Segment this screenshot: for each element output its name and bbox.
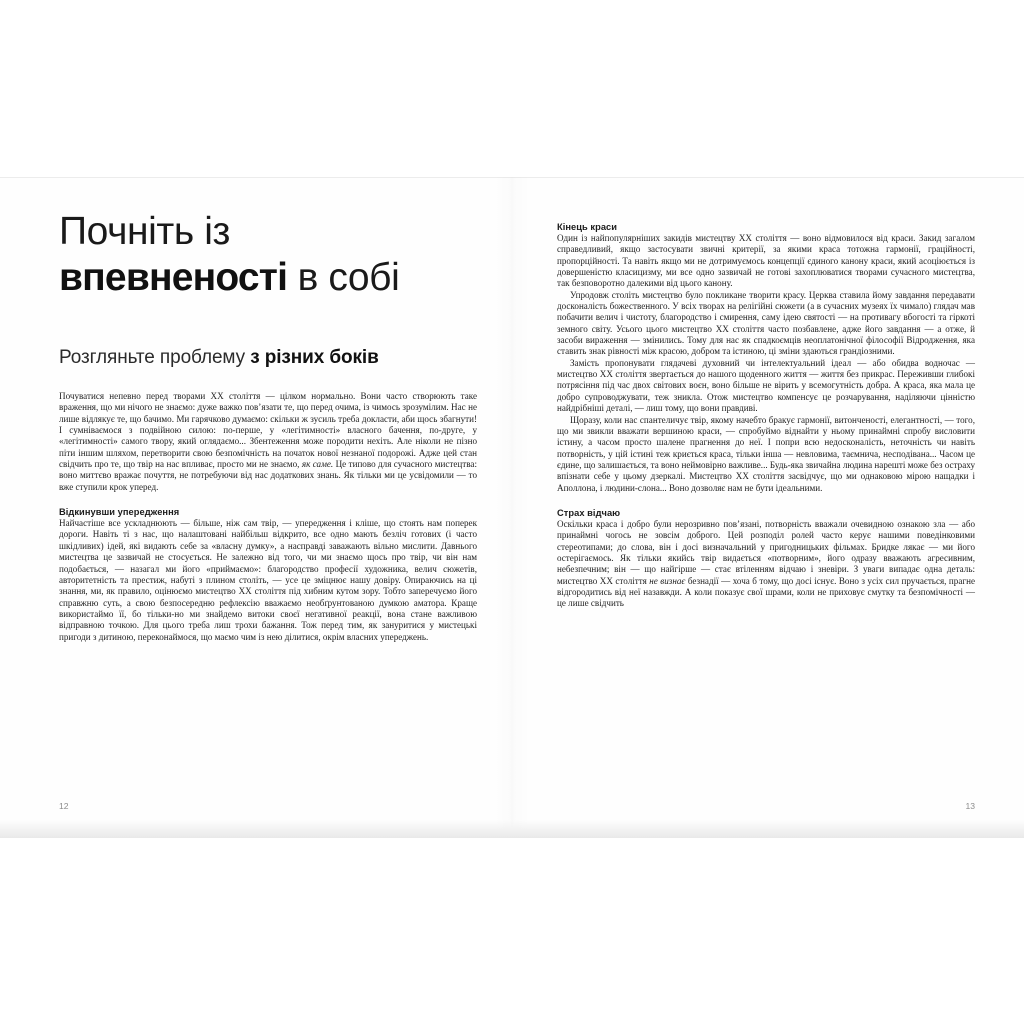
right-paragraph-5-head: Оскільки краса і добро були нерозривно пов’язані, потворність вважали очевидною ознакою зла — або принаймні чогось не зовсім доброго. Цей розподіл ролей часто керує нашими поведінковими стереотипами; до слова, він і досі визначальний у пригодницьких фільмах. Бридке лякає — ми його остерігаємось. Як тільки якийсь твір видається «потворним», його одразу вважають агресивним, небезпечним; він — що найгірше — стає втіленням відчаю і зневіри. З уваги випадає одна деталь: мистецтво XX століття (557, 518, 975, 586)
section-title-emphasis: з різних боків (250, 347, 379, 369)
section-title (59, 347, 477, 369)
book-spread-surface (0, 177, 1024, 838)
page-number-left: 12 (59, 801, 69, 811)
page-number-right: 13 (965, 801, 975, 811)
chapter-title-line2-tail: в собі (287, 256, 400, 300)
section-title-plain: Розгляньте проблему (59, 347, 251, 369)
book-spread (0, 177, 1024, 838)
right-paragraph-3: Замість пропонувати глядачеві духовний чи інтелектуальний ідеал — або обидва водночас — мистецтво XX століття звертається до нашого щоденного життя — життя без прикрас. Переживши глибокі потрясіння під час двох світових воєн, воно більше не вірить у всемогутність добра. А краса, яка мала це добро супроводжувати, теж зникла. Отож мистецтво компенсує це розчарування, наділяючи цінністю найдрібніші деталі, — лиш тому, що вони правдиві. (557, 357, 975, 414)
left-paragraph-2: Найчастіше все ускладнюють — більше, ніж сам твір, — упередження і кліше, що стоять нам поперек дороги. Навіть ті з нас, що налаштовані найбільш відкрито, все одно мають безліч готових (і часто шкідливих) ідей, які видають себе за «власну думку», а насправді заважають вільно мислити. Давнього мистецтва це зазвичай не стосується. Не залежно від того, чи ми знаємо щось про твір, чи він нам подобається, — назагал ми його «приймаємо»: благородство професії художника, велич сюжетів, авторитетність та престиж, набуті з плином століть, — усе це зміцнює нашу довіру. Опираючись на ці знання, ми, як правило, оцінюємо мистецтво XX століття під хибним кутом зору. Тобто заперечуємо його справжню суть, а свою безпосередню рефлексію вважаємо необґрунтованою думкою аматора. Краще використаймо її, бо тільки-но ми знайдемо витоки своєї негативної реакції, вона стане важливою відправною точкою. Для цього треба лиш трохи бажання. Тож перед тим, як зануритися у мистецькі пригоди з дитиною, переконаймося, що маємо чим із нею ділитися, окрім власних упереджень. (59, 518, 477, 642)
chapter-title-emphasis: впевненості (59, 256, 288, 300)
chapter-title-line2 (59, 255, 477, 301)
right-paragraph-5-italic: не визнає (649, 575, 686, 586)
left-paragraph-1 (59, 391, 477, 493)
right-page-content (557, 222, 975, 610)
chapter-title-line1: Почніть із (59, 210, 230, 253)
right-paragraph-5-tail: безнадії — хоча б тому, що досі існує. Воно з усіх сил пручається, прагне відгородитись від неї назавжди. А коли показує свої шрами, коли не приховує смутку та безпомічності — це лише свідчить (557, 575, 975, 609)
left-paragraph-1-tail: Як тільки ми це усвідомили — то вже ступили крок уперед. (59, 470, 477, 492)
right-paragraph-1: Один із найпопулярніших закидів мистецтву XX століття — воно відмовилося від краси. Закид загалом справедливий, якщо застосувати звичні критерії, за якими краса тотожна гармонії, граційності, пропорційності. Та навіть якщо ми не дотримуємось концепції єдиного канону краси, який асоціюється із довершеністю класицизму, ми все одно зазвичай не готові захоплюватися творами сучасного мистецтва, так безповоротно далекими від цього канону. (557, 233, 975, 289)
book-page-left (0, 177, 512, 838)
book-page-right (512, 177, 1024, 838)
right-paragraph-5 (557, 519, 975, 610)
right-paragraph-2: Упродовж століть мистецтво було покликане творити красу. Церква ставила йому завдання передавати досконалість божественного. У всіх творах на релігійні сюжети (а в сучасних музеях їх чимало) глядач мав побачити велич і чистоту, благородство і смирення, саму ідею святості — на противагу вбогості та гіркоті земного світу. Усього цього мистецтво XX століття часто позбавлене, адже його завдання — а отже, й засоби вираження — змінились. Тому для нас як спадкоємців неоплатонічної філософії Відродження, яка ставить знак рівності між красою, добром та істиною, ці зміни здаються грандіозними. (557, 289, 975, 357)
subhead-prejudice: Відкинувши упередження (59, 507, 180, 518)
subhead-fear-of-despair: Страх відчаю (557, 507, 621, 518)
left-page-content (59, 209, 477, 643)
right-paragraph-4: Щоразу, коли нас спантеличує твір, якому начебто бракує гармонії, витонченості, елегантності, — того, що ми звикли вважати вершиною краси, — спробуймо віднайти у ньому принаймні спробу висловити істину, а часом просто шалене прагнення до неї. І попри всю недосконалість, неточність чи навіть потворність, у цій істині теж криється краса, тільки інша — невловима, таємнича, несподівана... Часом це єдине, що залишається, та воно неймовірно важливе... Будь-яка звичайна людина нарешті може без остраху впізнати себе у цьому дзеркалі. Мистецтво XX століття засвідчує, що ми однаковою мірою нащадки і Аполлона, і людини-слона... Воно дозволяє нам не бути ідеальними. (557, 414, 975, 493)
subhead-end-of-beauty: Кінець краси (557, 222, 618, 232)
left-paragraph-1-mid: Це типово для сучасного мистецтва: воно миттєво вражає почуття, не потребуючи від нас додаткових знань. (59, 459, 477, 481)
left-paragraph-1-head: Почуватися непевно перед творами XX століття — цілком нормально. Вони часто створюють таке враження, що ми нічого не знаємо: дуже важко пов’язати те, що перед очима, із чимось зрозумілим. Нас не лише відлякує те, що бачимо. Ми гарячково думаємо: скільки ж зусиль треба докласти, аби щось збагнути! І сумніваємося з подвійною силою: по-перше, у «легітимності» власного бачення, по-друге, у «легітимності» самого твору, який оглядаємо... Збентеження може породити нехіть. Але ніколи не пізно піти іншим шляхом, перетворити свою безпомічність на початок нової незнаної подорожі. Адже цей стан свідчить про те, що твір на нас впливає, просто ми не знаємо, (59, 391, 477, 470)
chapter-title (59, 209, 477, 301)
left-paragraph-1-italic: як саме. (301, 459, 334, 470)
